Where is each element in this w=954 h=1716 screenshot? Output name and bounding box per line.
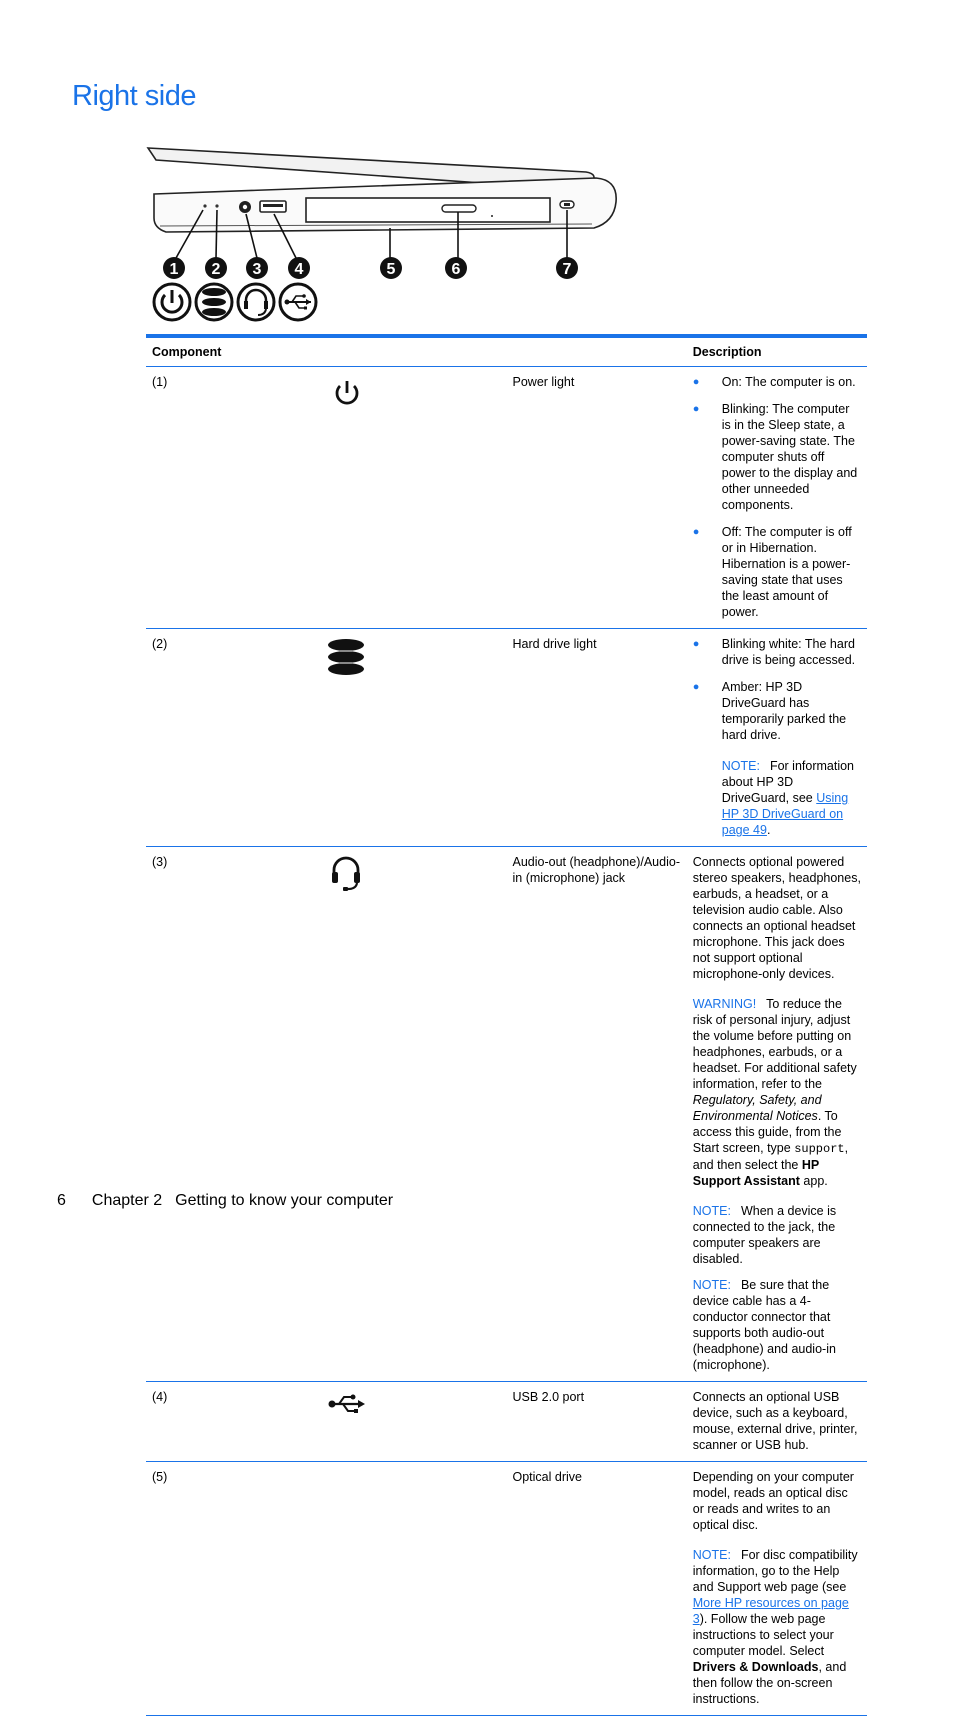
note: NOTE: When a device is connected to the jack, the computer speakers are disabled.	[692, 1204, 837, 1266]
hp-resources-link[interactable]: More HP resources on page 3	[692, 1596, 849, 1626]
row-number: (2)	[146, 629, 326, 847]
usb-icon	[327, 1392, 367, 1416]
component-name: USB 2.0 port	[507, 1382, 687, 1462]
description-text: Depending on your computer model, reads an optical disc or reads and writes to an optical disc.	[692, 1470, 854, 1532]
page-footer	[57, 1191, 393, 1211]
description-text: Connects an optional USB device, such as a keyboard, mouse, external drive, printer, scanner or USB hub.	[687, 1382, 867, 1462]
driveguard-link[interactable]: Using HP 3D DriveGuard on page 49	[721, 791, 849, 837]
note-label: NOTE:	[692, 1548, 731, 1562]
power-icon	[332, 378, 362, 408]
callout-2: 2	[211, 261, 221, 278]
table-row	[146, 629, 867, 847]
callout-3: 3	[252, 261, 262, 278]
list-item: ● Blinking: The computer is in the Sleep state, a power-saving state. The computer shuts off power to the display and other unneeded components.	[692, 402, 858, 512]
chapter-label: Chapter 2	[91, 1192, 163, 1209]
description-text: Connects optional powered stereo speakers, headphones, earbuds, a headset, or a television audio cable. Also connects an optional headset microphone. This jack does not support optional microphone-only devices.	[692, 855, 861, 981]
row-number: (5)	[146, 1462, 326, 1716]
note-label: NOTE:	[721, 759, 760, 773]
row-number: (3)	[146, 847, 326, 1382]
table-row	[146, 847, 867, 1382]
component-name: Power light	[507, 367, 687, 629]
power-icon	[154, 284, 190, 320]
list-item: ● Off: The computer is off or in Hibernation. Hibernation is a power-saving state that uses the least amount of power.	[692, 525, 852, 619]
callout-5: 5	[386, 261, 396, 278]
page-number: 6	[57, 1192, 66, 1209]
warning: WARNING! To reduce the risk of personal injury, adjust the volume before putting on headphones, earbuds, or a headset. For additional safety information, refer to the Regulatory, Safety, and Environmental Notices. To access this guide, from the Start screen, type support, and then select the HP Support Assistant app.	[692, 997, 857, 1188]
row-number: (4)	[146, 1382, 326, 1462]
table-row	[146, 367, 867, 629]
component-name: Optical drive	[507, 1462, 687, 1716]
headphone-icon	[238, 284, 274, 320]
callout-6: 6	[451, 261, 461, 278]
note-label: NOTE:	[692, 1204, 731, 1218]
hard-drive-icon	[326, 637, 366, 677]
callout-1: 1	[169, 261, 179, 278]
callout-4: 4	[294, 261, 304, 278]
page-title: Right side	[72, 80, 196, 112]
hard-drive-icon	[196, 284, 232, 320]
table-row	[146, 1382, 867, 1462]
row-number: (1)	[146, 367, 326, 629]
header-component: Component	[146, 338, 687, 367]
laptop-right-side-figure	[146, 140, 628, 330]
chapter-title: Getting to know your computer	[175, 1192, 394, 1209]
list-item: ● Blinking white: The hard drive is being accessed.	[692, 637, 856, 667]
warning-label: WARNING!	[692, 997, 757, 1011]
list-item: ● On: The computer is on.	[692, 375, 856, 389]
table-row	[146, 1462, 867, 1716]
note: NOTE: For information about HP 3D DriveGuard, see Using HP 3D DriveGuard on page 49.	[721, 759, 855, 837]
component-name: Hard drive light	[507, 629, 687, 847]
note: NOTE: For disc compatibility information, go to the Help and Support web page (see More HP resources on page 3). Follow the web page instructions to select your computer model. Select Drivers & Downloads, and then follow the on-screen instructions.	[692, 1548, 858, 1706]
component-name: Audio-out (headphone)/Audio-in (microphone) jack	[507, 847, 687, 1382]
note-label: NOTE:	[692, 1278, 731, 1292]
callout-7: 7	[562, 261, 572, 278]
components-table	[146, 338, 867, 1716]
usb-icon	[280, 284, 316, 320]
note: NOTE: Be sure that the device cable has a 4-conductor connector that supports both audio-out (headphone) and audio-in (microphone).	[692, 1278, 836, 1372]
headphone-icon	[329, 855, 363, 891]
list-item: ● Amber: HP 3D DriveGuard has temporarily parked the hard drive.	[692, 680, 847, 742]
header-description: Description	[687, 338, 867, 367]
table-header-row	[146, 338, 867, 367]
